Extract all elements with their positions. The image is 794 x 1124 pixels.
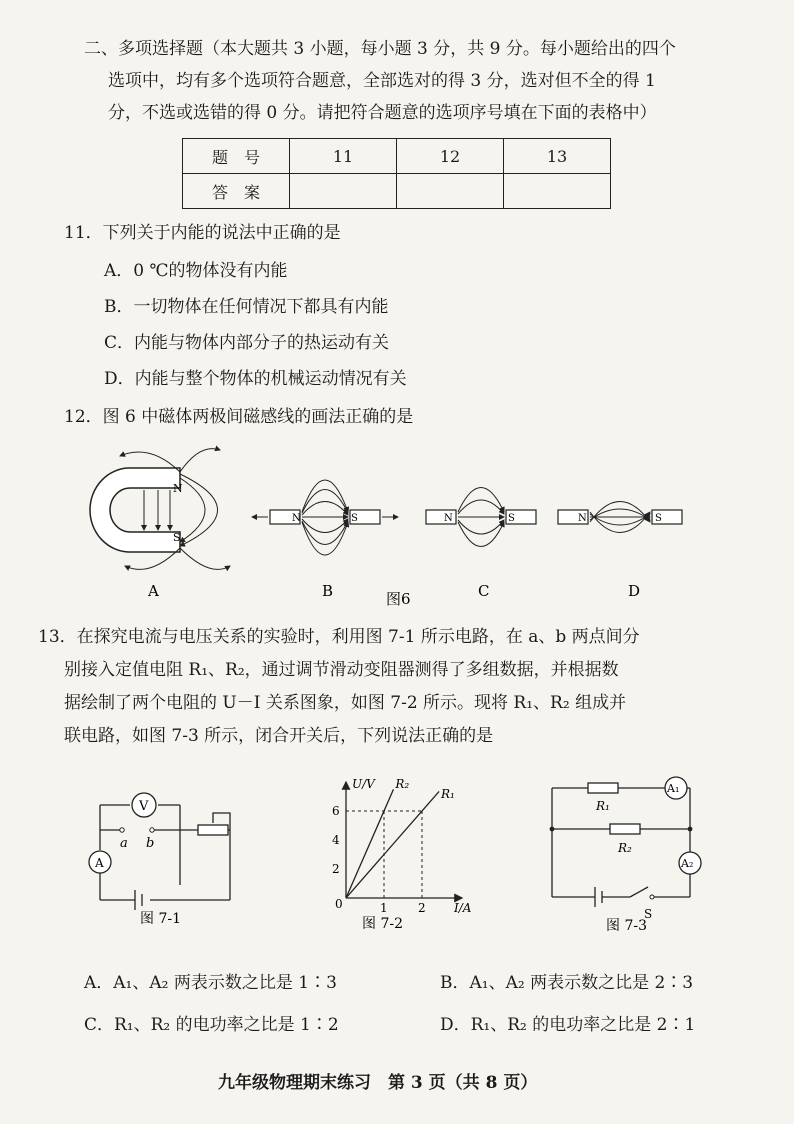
x-tick-label-2: 2: [418, 901, 426, 915]
q11-option-c[interactable]: C．内能与物体内部分子的热运动有关: [104, 333, 390, 353]
answer-cell-13[interactable]: [504, 174, 611, 209]
voltmeter-label: V: [139, 799, 149, 814]
answer-table: [182, 138, 611, 209]
option-d-bar-magnets: [558, 502, 682, 601]
section-title-line-2: 选项中，均有多个选项符合题意，全部选对的得 3 分，选对但不全的得 1: [108, 71, 656, 91]
ammeter-a1-label: A₁: [667, 782, 680, 795]
q11-option-d[interactable]: D．内能与整个物体的机械运动情况有关: [104, 369, 407, 389]
option-b-label: B: [322, 582, 334, 600]
page-footer: 九年级物理期末练习 第 3 页（共 8 页）: [218, 1073, 538, 1093]
table-header-number: 题 号: [183, 139, 290, 174]
figure-6-caption: 图6: [386, 590, 411, 608]
option-b-s-pole: S: [351, 513, 358, 524]
ammeter-label: A: [95, 856, 104, 870]
figure-7-2-caption: 图 7-2: [362, 916, 403, 930]
q13-stem-line-3: 据绘制了两个电阻的 U－I 关系图象，如图 7-2 所示。现将 R₁、R₂ 组成并: [64, 693, 627, 713]
answer-cell-12[interactable]: [397, 174, 504, 209]
option-c-bar-magnets: [426, 488, 536, 601]
option-d-n-pole: N: [578, 513, 587, 524]
option-c-n-pole: N: [444, 513, 453, 524]
r2-label: R₂: [618, 841, 632, 855]
q13-option-a[interactable]: A．A₁、A₂ 两表示数之比是 1∶3: [84, 973, 337, 993]
table-col-11: 11: [290, 139, 397, 174]
answer-cell-11[interactable]: [290, 174, 397, 209]
ammeter-a2-label: A₂: [681, 857, 694, 870]
r1-line: [346, 791, 439, 898]
r2-line: [346, 789, 394, 898]
point-a-label: a: [120, 836, 128, 851]
option-b-n-pole: N: [292, 513, 301, 524]
x-axis-label: I/A: [454, 901, 472, 915]
table-col-12: 12: [397, 139, 504, 174]
q11-option-b[interactable]: B．一切物体在任何情况下都具有内能: [104, 297, 389, 317]
option-a-s-pole: S: [173, 531, 181, 544]
q11-option-a[interactable]: A．0 ℃的物体没有内能: [104, 261, 288, 281]
q13-option-c[interactable]: C．R₁、R₂ 的电功率之比是 1∶2: [84, 1015, 339, 1035]
y-axis-label: U/V: [352, 777, 375, 791]
q13-stem-line-4: 联电路，如图 7-3 所示，闭合开关后，下列说法正确的是: [64, 726, 494, 746]
r1-line-label: R₁: [441, 786, 455, 801]
q13-stem-line-1: 13．在探究电流与电压关系的实验时，利用图 7-1 所示电路，在 a、b 两点间分: [38, 627, 640, 647]
q11-stem: 11．下列关于内能的说法中正确的是: [64, 223, 341, 243]
q13-stem-line-2: 别接入定值电阻 R₁、R₂，通过调节滑动变阻器测得了多组数据，并根据数: [64, 660, 619, 680]
switch-s-label: S: [644, 907, 653, 921]
option-a-label: A: [148, 582, 159, 600]
q13-option-b[interactable]: B．A₁、A₂ 两表示数之比是 2∶3: [440, 973, 694, 993]
x-tick-label-1: 1: [380, 901, 388, 915]
r1-label: R₁: [596, 799, 610, 813]
table-col-13: 13: [504, 139, 611, 174]
origin-label: 0: [335, 897, 343, 911]
option-c-label: C: [478, 582, 490, 600]
figure-7-1-circuit: [80, 775, 250, 925]
figure-7-1-caption: 图 7-1: [140, 911, 181, 925]
option-a-n-pole: N: [173, 482, 183, 495]
figure-7-3-caption: 图 7-3: [606, 918, 647, 932]
option-d-label: D: [628, 582, 641, 600]
figure-6-magnets: [80, 438, 720, 608]
y-tick-label-6: 6: [332, 804, 340, 818]
option-a-horseshoe-magnet: [90, 449, 230, 600]
figure-7-2-ui-graph: [322, 770, 482, 930]
figure-7-3-circuit: [540, 772, 720, 932]
table-header-answer: 答 案: [183, 174, 290, 209]
point-b-label: b: [146, 836, 155, 851]
q13-option-d[interactable]: D．R₁、R₂ 的电功率之比是 2∶1: [440, 1015, 696, 1035]
y-tick-label-4: 4: [332, 833, 340, 847]
r2-line-label: R₂: [395, 776, 410, 791]
option-b-bar-magnets: [252, 480, 398, 600]
section-title-line-1: 二、多项选择题（本大题共 3 小题，每小题 3 分，共 9 分。每小题给出的四个: [84, 39, 676, 59]
section-title-line-3: 分，不选或选错的得 0 分。请把符合题意的选项序号填在下面的表格中）: [108, 103, 657, 123]
option-c-s-pole: S: [508, 513, 515, 524]
q12-stem: 12．图 6 中磁体两极间磁感线的画法正确的是: [64, 407, 414, 427]
option-d-s-pole: S: [655, 513, 662, 524]
y-tick-label-2: 2: [332, 862, 340, 876]
